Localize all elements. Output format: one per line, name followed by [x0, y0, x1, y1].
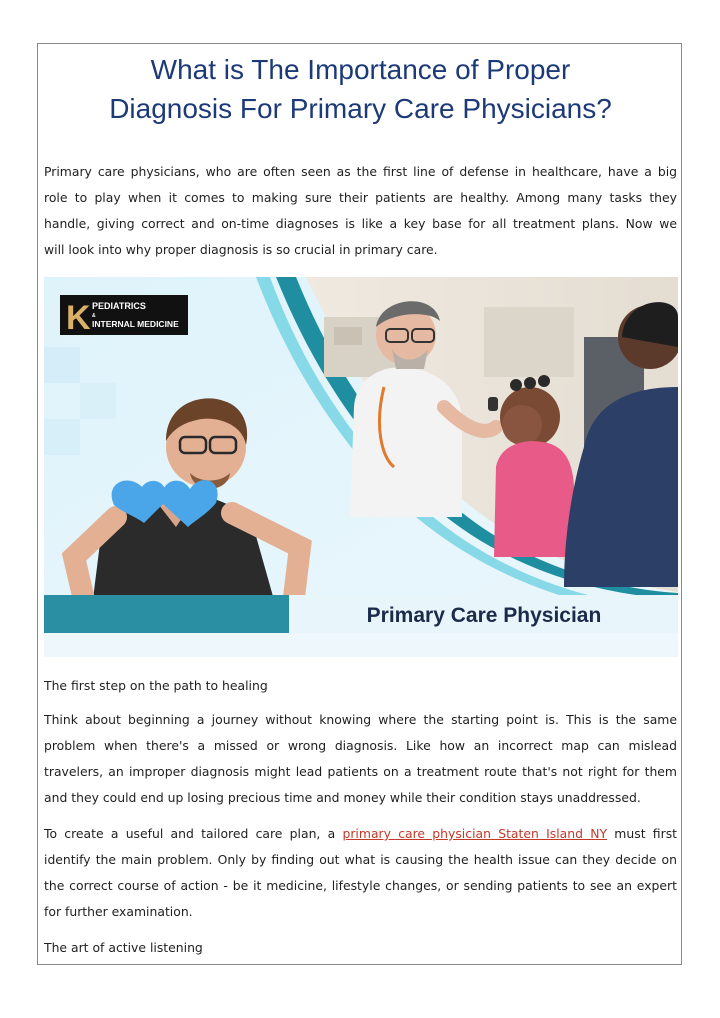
logo-amp: &	[92, 313, 96, 319]
section1-paragraph-last-line	[44, 785, 677, 811]
document-page	[37, 43, 682, 965]
care-plan-paragraph-last-line	[44, 899, 677, 925]
care-plan-text: must first	[607, 826, 678, 841]
intro-line: role to play when it comes to making sure their patients are healthy. Among many tasks they	[44, 190, 677, 205]
hero-image	[44, 277, 678, 657]
logo-k: K	[66, 299, 91, 337]
article-title	[38, 50, 683, 128]
section1-line: and they could end up losing precious time and money while their condition stays unaddressed.	[44, 790, 641, 805]
intro-line: will look into why proper diagnosis is so crucial in primary care.	[44, 242, 438, 257]
intro-paragraph-last-line	[44, 237, 677, 263]
section-heading-active-listening: The art of active listening	[44, 940, 203, 955]
intro-paragraph	[44, 159, 677, 237]
primary-care-physician-link[interactable]: primary care physician Staten Island NY	[342, 826, 608, 841]
care-plan-line: identify the main problem. Only by finding out what is causing the health issue can they decide on	[44, 852, 677, 867]
care-plan-line: for further examination.	[44, 904, 193, 919]
intro-line: Primary care physicians, who are often seen as the first line of defense in healthcare, have a big	[44, 164, 677, 179]
section1-line: travelers, an improper diagnosis might lead patients on a treatment route that's not right for them	[44, 764, 677, 779]
section-heading-first-step: The first step on the path to healing	[44, 678, 268, 693]
logo-line-2: INTERNAL MEDICINE	[92, 319, 179, 329]
title-line-1: What is The Importance of Proper	[150, 54, 571, 85]
care-plan-paragraph	[44, 821, 677, 899]
section1-paragraph	[44, 707, 677, 785]
section1-line: Think about beginning a journey without knowing where the starting point is. This is the same	[44, 712, 677, 727]
section1-line: problem when there's a missed or wrong diagnosis. Like how an incorrect map can mislead	[44, 738, 677, 753]
care-plan-text: To create a useful and tailored care plan, a	[44, 826, 343, 841]
logo-line-1: PEDIATRICS	[92, 301, 146, 311]
title-line-2: Diagnosis For Primary Care Physicians?	[109, 93, 612, 124]
intro-line: handle, giving correct and on-time diagnoses is like a key base for all treatment plans. Now we	[44, 216, 677, 231]
care-plan-line: the correct course of action - be it medicine, lifestyle changes, or sending patients to see an expert	[44, 878, 677, 893]
banner-text: Primary Care Physician	[366, 604, 602, 627]
